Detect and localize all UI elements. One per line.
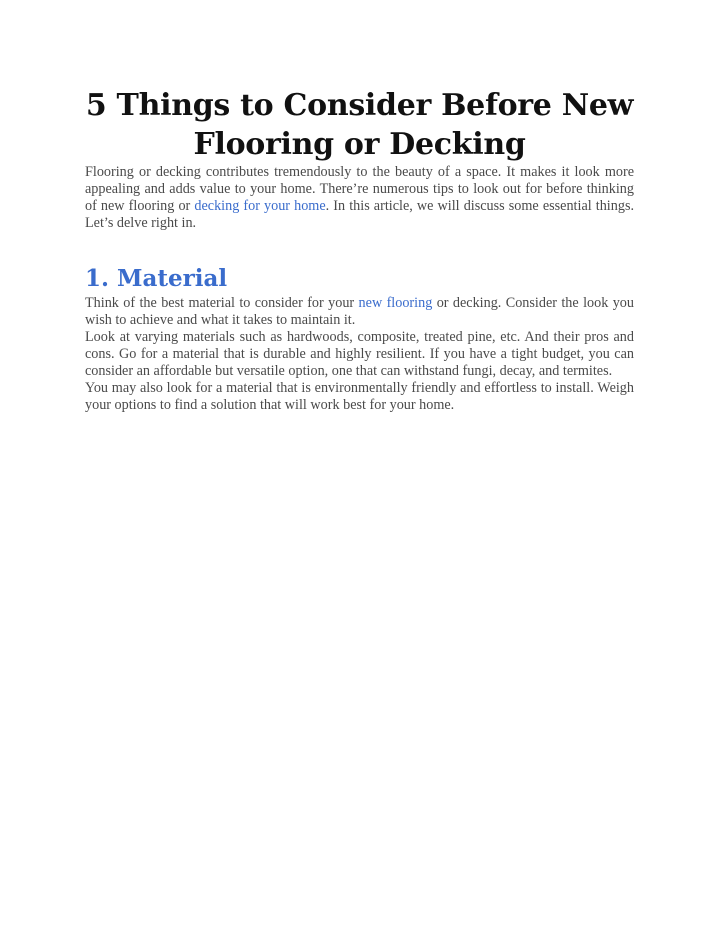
new-flooring-link[interactable]: new flooring	[358, 295, 433, 311]
material-paragraph-2: Look at varying materials such as hardwoods, composite, treated pine, etc. And their pros and cons. Go for a material that is durable and highly resilient. If you have a tight budget, you can consider an affordable but versatile option, one that can withstand fungi, decay, and termites.	[85, 329, 634, 379]
material-p1-text-start: Think of the best material to consider for your	[85, 295, 359, 311]
material-paragraph-3: You may also look for a material that is environmentally friendly and effortless to install. Weigh your options to find a solution that will work best for your home.	[85, 380, 634, 413]
intro-paragraph	[85, 164, 634, 232]
section-heading-material: 1. Material	[85, 265, 228, 292]
intro-text-start: Flooring or decking contributes tremendously to the beauty of a space. It makes it look more appealing and adds value to your home. There’re numerous tips to look out for before thinking of new flooring or	[85, 164, 634, 214]
material-p1-text-end: or decking. Consider the look you wish to achieve and what it takes to maintain it.	[85, 295, 634, 328]
page-title: 5 Things to Consider Before New Flooring or Decking	[85, 88, 634, 162]
decking-for-your-home-link[interactable]: decking for your home	[194, 198, 326, 214]
intro-text-end: . In this article, we will discuss some essential things. Let’s delve right in.	[85, 198, 635, 231]
material-paragraph-1	[85, 295, 634, 329]
